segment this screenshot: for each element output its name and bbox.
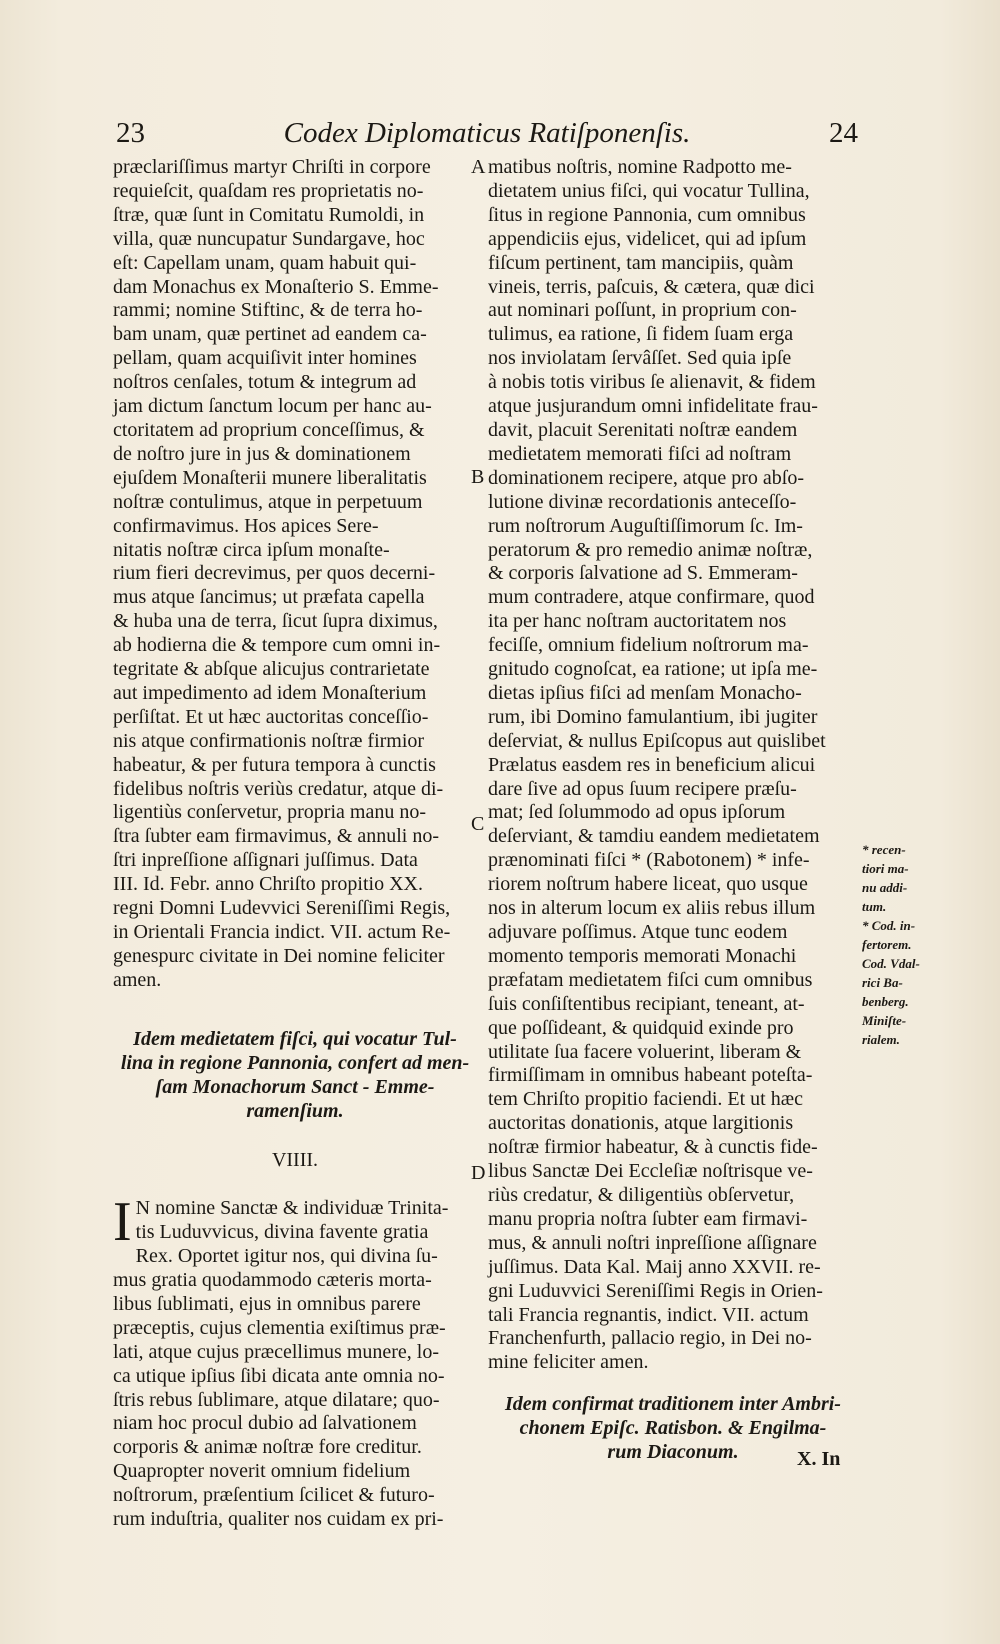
section-viiii-body: [113, 1191, 477, 1532]
margin-marker-b: B: [471, 466, 485, 488]
margin-note: * recen- tiori ma- nu addi- tum. * Cod. in- fertorem. Cod. Vdal- rici Ba- benberg. Miniſte- rialem.: [862, 842, 920, 1047]
margin-marker-c: C: [471, 813, 485, 835]
section-x-title: Idem confirmat traditionem inter Ambri- chonem Epiſc. Ratisbon. & Engilma- rum Diaconum.: [505, 1393, 841, 1463]
section-viiii: [113, 1004, 477, 1556]
page-header: [116, 117, 858, 161]
page-number-right: 24: [828, 117, 858, 149]
margin-marker-a: A: [471, 156, 486, 178]
left-column-text: præclariſſimus martyr Chriſti in corpore requieſcit, quaſdam res proprietatis no- ſtræ, quæ ſunt in Comitatu Rumoldi, in villa, quæ nuncupatur Sundargave, hoc eſt: Capellam unam, quam habuit qui- dam Monachus ex Monaſterio S. Emme- rammi; nomine Stiftinc, & de terra ho- bam unam, quæ pertinet ad eandem ca- pellam, quam acquiſivit inter homines noſtros cenſales, totum & integrum ad jam dictum ſanctum locum per hanc au- ctoritatem ad proprium conceſſimus, & de noſtro jure in jus & dominationem ejuſdem Monaſterii munere liberalitatis noſtræ contulimus, atque in perpetuum confirmavimus. Hos apices Sere- nitatis noſtræ circa ipſum monaſte- rium fieri decrevimus, per quos decerni- mus atque ſancimus; ut præfata capella & huba una de terra, ſicut ſupra diximus, ab hodierna die & tempore cum omni in- tegritate & abſque alicujus contrarietate aut impedimento ad idem Monaſterium perſiſtat. Et ut hæc auctoritas conceſſio- nis atque confirmationis noſtræ firmior habeatur, & per futura tempora à cunctis fidelibus noſtris veriùs credatur, atque di- ligentiùs conſervetur, propria manu no- ſtra ſubter eam firmavimus, & annuli no- ſtri inpreſſione aſſignari juſſimus. Data III. Id. Febr. anno Chriſto propitio XX. regni Domni Ludevvici Sereniſſimi Regis, in Orientali Francia indict. VII. actum Re- genespurc civitate in Dei nomine feliciter amen.: [113, 156, 451, 991]
right-column-text: matibus noſtris, nomine Radpotto me- dietatem unius fiſci, qui vocatur Tullina, ſitus in regione Pannonia, cum omnibus appendiciis ejus, videlicet, qui ad ipſum fiſcum pertinent, tam mancipiis, quàm vineis, terris, paſcuis, & cætera, quæ dici aut nominari poſſunt, in proprium con- tulimus, ea ratione, ſi fidem ſuam erga nos inviolatam ſervâſſet. Sed quia ipſe à nobis totis viribus ſe alienavit, & fidem atque jusjurandum omni infidelitate frau- davit, placuit Serenitati noſtræ eandem medietatem memorati fiſci ad noſtram dominationem recipere, atque pro abſo- lutione divinæ recordationis anteceſſo- rum noſtrorum Auguſtiſſimorum ſc. Im- peratorum & pro remedio animæ noſtræ, & corporis ſalvatione ad S. Emmeram- mum contradere, atque confirmare, quod ita per hanc noſtram auctoritatem nos feciſſe, omnium fidelium noſtrorum ma- gnitudo cognoſcat, ea ratione; ut ipſa me- dietas ipſius fiſci ad menſam Monacho- rum, ibi Domino famulantium, ibi jugiter deſerviat, & nullus Epiſcopus aut quislibet Prælatus easdem res in beneficium alicui dare ſive ad opus ſuum recipere præſu- mat; ſed ſolummodo ad opus ipſorum deſerviant, & tamdiu eandem medietatem prænominati fiſci * (Rabotonem) * infe- riorem noſtrum habere liceat, quo usque nos in alterum locum ex aliis rebus illum adjuvare poſſimus. Atque tunc eodem momento temporis memorati Monachi præfatam medietatem fiſci cum omnibus ſuis conſiſtentibus recipiant, teneant, at- que poſſideant, & quidquid exinde pro utilitate ſua facere voluerint, liberam & firmiſſimam in omnibus habeant poteſta- tem Chriſto propitio faciendi. Et ut hæc auctoritas donationis, atque largitionis noſtræ firmior habeatur, & à cunctis fide- libus Sanctæ Dei Eccleſiæ noſtrisque ve- riùs credatur, & diligentiùs obſervetur, manu propria noſtra ſubter eam firmavi- mus, & annuli noſtri inpreſſione aſſignare juſſimus. Data Kal. Maij anno XXVII. re- gni Luduvvici Sereniſſimi Regis in Orien- tali Francia regnantis, indict. VII. actum Franchenfurth, pallacio regio, in Dei no- mine feliciter amen.: [488, 156, 826, 1374]
margin-marker-d: D: [471, 1162, 486, 1184]
section-viiii-title: Idem medietatem fiſci, qui vocatur Tul- lina in regione Pannonia, confert ad men- ſam Monachorum Sanct - Emme- ramenſium.: [120, 1027, 470, 1122]
section-viiii-number: VIIII.: [271, 1149, 319, 1172]
page-title: Codex Diplomaticus Ratiſponenſis.: [283, 117, 691, 149]
drop-cap: I: [113, 1191, 132, 1254]
section-viiii-text: N nomine Sanctæ & individuæ Trinita- tis Luduvvicus, divina favente gratia Rex. Oportet igitur nos, qui divina ſu- mus gratia quodammodo cæteris morta- libus ſublimati, ejus in omnibus parere præceptis, cujus clementia exiſtimus præ- lati, atque cujus præcellimus munere, lo- ca utique ipſius ſibi dicata ante omnia no- ſtris rebus ſublimare, atque dilatare; quo- niam hoc procul dubio ad ſalvationem corporis & animæ noſtræ fore creditur. Quapropter noverit omnium fidelium noſtrorum, præſentium ſcilicet & futuro- rum induſtria, qualiter nos cuidam ex pri-: [113, 1197, 449, 1531]
catchword: X. In: [797, 1448, 841, 1470]
page-number-left: 23: [116, 117, 145, 149]
